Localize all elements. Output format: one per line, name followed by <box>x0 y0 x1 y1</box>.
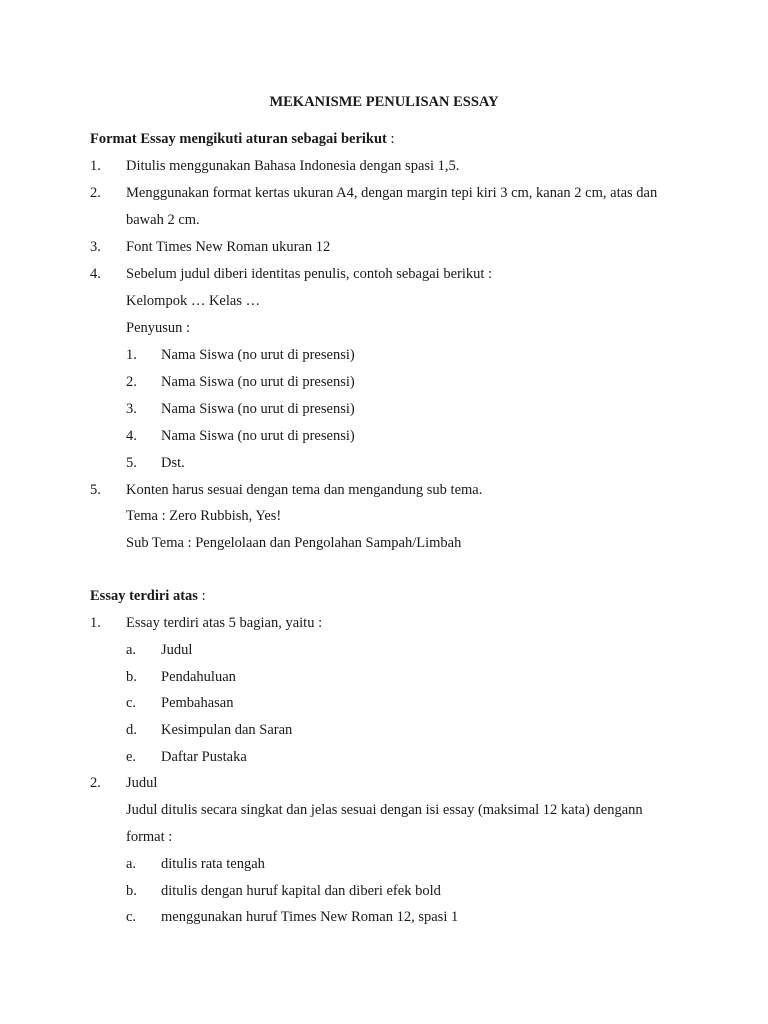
part-text: Pendahuluan <box>161 669 236 685</box>
member-number: 1. <box>126 347 137 363</box>
list-item-text: Ditulis menggunakan Bahasa Indonesia dengan spasi 1,5. <box>126 158 460 174</box>
list-item-text: Judul <box>126 775 158 791</box>
judul-description: Judul ditulis secara singkat dan jelas sesuai dengan isi essay (maksimal 12 kata) dengann <box>126 802 643 818</box>
member-text: Nama Siswa (no urut di presensi) <box>161 374 355 390</box>
part-letter: d. <box>126 722 137 738</box>
list-item-text: Konten harus sesuai dengan tema dan mengandung sub tema. <box>126 482 483 498</box>
section2-heading-bold: Essay terdiri atas <box>90 588 198 604</box>
identity-penyusun: Penyusun : <box>126 320 191 336</box>
part-letter: b. <box>126 669 137 685</box>
section2-heading <box>90 586 206 606</box>
list-number: 4. <box>90 266 101 282</box>
member-text: Nama Siswa (no urut di presensi) <box>161 428 355 444</box>
rule-text: ditulis rata tengah <box>161 856 265 872</box>
section1-heading-tail: : <box>386 131 395 147</box>
member-text: Nama Siswa (no urut di presensi) <box>161 401 355 417</box>
list-item-text: Sebelum judul diberi identitas penulis, contoh sebagai berikut : <box>126 266 493 282</box>
rule-letter: c. <box>126 909 137 925</box>
part-text: Kesimpulan dan Saran <box>161 722 293 738</box>
part-text: Daftar Pustaka <box>161 749 247 765</box>
judul-description-continued: format : <box>126 829 173 845</box>
rule-text: menggunakan huruf Times New Roman 12, spasi 1 <box>161 909 459 925</box>
member-text: Nama Siswa (no urut di presensi) <box>161 347 355 363</box>
section2-heading-tail: : <box>197 588 206 604</box>
list-number: 5. <box>90 482 101 498</box>
part-letter: a. <box>126 642 137 658</box>
list-item-text: Essay terdiri atas 5 bagian, yaitu : <box>126 615 323 631</box>
list-number: 1. <box>90 615 101 631</box>
list-item-text-continued: bawah 2 cm. <box>126 212 200 228</box>
member-number: 3. <box>126 401 137 417</box>
member-number: 5. <box>126 455 137 471</box>
subtema-text: Sub Tema : Pengelolaan dan Pengolahan Sampah/Limbah <box>126 535 462 551</box>
rule-letter: a. <box>126 856 137 872</box>
rule-text: ditulis dengan huruf kapital dan diberi efek bold <box>161 883 441 899</box>
list-item-text: Menggunakan format kertas ukuran A4, dengan margin tepi kiri 3 cm, kanan 2 cm, atas dan <box>126 185 658 201</box>
list-item-text: Font Times New Roman ukuran 12 <box>126 239 331 255</box>
tema-text: Tema : Zero Rubbish, Yes! <box>126 508 282 524</box>
rule-letter: b. <box>126 883 137 899</box>
member-text: Dst. <box>161 455 185 471</box>
part-text: Judul <box>161 642 193 658</box>
part-letter: e. <box>126 749 137 765</box>
list-number: 1. <box>90 158 101 174</box>
list-number: 3. <box>90 239 101 255</box>
part-letter: c. <box>126 695 137 711</box>
document-title: MEKANISME PENULISAN ESSAY <box>269 94 499 110</box>
section1-heading <box>90 129 395 149</box>
identity-kelompok: Kelompok … Kelas … <box>126 293 261 309</box>
list-number: 2. <box>90 185 101 201</box>
member-number: 2. <box>126 374 137 390</box>
list-number: 2. <box>90 775 101 791</box>
part-text: Pembahasan <box>161 695 234 711</box>
member-number: 4. <box>126 428 137 444</box>
section1-heading-bold: Format Essay mengikuti aturan sebagai berikut <box>90 131 387 147</box>
